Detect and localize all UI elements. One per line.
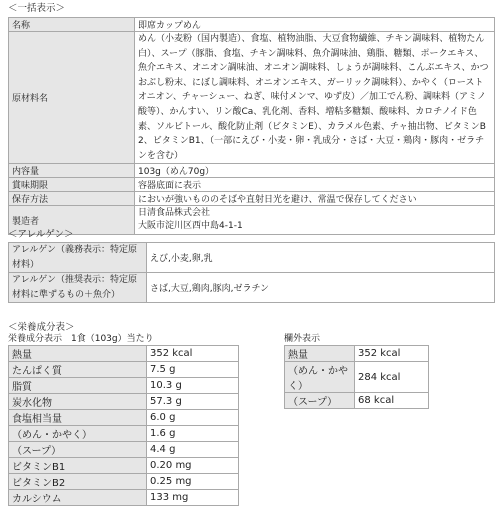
table-row xyxy=(9,273,495,303)
nutrition-label: 炭水化物 xyxy=(9,394,147,410)
table-row xyxy=(285,346,429,362)
storage-label: 保存方法 xyxy=(9,192,135,206)
nutrition-value: 352 kcal xyxy=(147,346,239,362)
allergen-recommended-value: さば,大豆,鶏肉,豚肉,ゼラチン xyxy=(147,273,495,303)
table-row xyxy=(9,490,239,506)
general-section-title: ＜一括表示＞ xyxy=(8,3,66,14)
manufacturer-address: 大阪市淀川区西中島4-1-1 xyxy=(138,221,243,232)
name-value: 即席カップめん xyxy=(135,18,495,32)
extra-value: 352 kcal xyxy=(355,346,429,362)
table-row xyxy=(9,164,495,178)
table-row xyxy=(9,346,239,362)
manufacturer-label: 製造者 xyxy=(9,206,135,235)
allergen-mandatory-value: えび,小麦,卵,乳 xyxy=(147,243,495,273)
nutrition-label: 熱量 xyxy=(9,346,147,362)
table-row xyxy=(9,442,239,458)
expiry-value: 容器底面に表示 xyxy=(135,178,495,192)
nutrition-label: ビタミンB1 xyxy=(9,458,147,474)
extra-value: 284 kcal xyxy=(355,362,429,393)
table-row xyxy=(9,178,495,192)
nutrition-value: 7.5 g xyxy=(147,362,239,378)
nutrition-value: 57.3 g xyxy=(147,394,239,410)
nutrition-value: 0.20 mg xyxy=(147,458,239,474)
extra-caption: 欄外表示 xyxy=(284,334,321,344)
nutrition-label: （スープ） xyxy=(9,442,147,458)
table-row xyxy=(285,362,429,393)
nutrition-table xyxy=(8,345,239,506)
extra-label: （めん・かやく） xyxy=(285,362,355,393)
allergen-table xyxy=(8,242,495,303)
ingredients-label: 原材料名 xyxy=(9,32,135,164)
table-row xyxy=(9,378,239,394)
manufacturer-name: 日清食品株式会社 xyxy=(138,208,211,219)
table-row xyxy=(9,362,239,378)
extra-value: 68 kcal xyxy=(355,393,429,409)
nutrition-label: 脂質 xyxy=(9,378,147,394)
nutrition-label: （めん・かやく） xyxy=(9,426,147,442)
table-row xyxy=(9,474,239,490)
table-row xyxy=(9,32,495,164)
nutrition-label: たんぱく質 xyxy=(9,362,147,378)
name-label: 名称 xyxy=(9,18,135,32)
nutrition-label: ビタミンB2 xyxy=(9,474,147,490)
ingredients-value: めん（小麦粉（国内製造）、食塩、植物油脂、大豆食物繊維、チキン調味料、植物たん白）、スープ（豚脂、食塩、チキン調味料、魚介調味油、鶏脂、糖類、ポークエキス、魚介エキス、オニオン調味油、オニオン調味料、しょうが調味料、こんぶエキス、かつおぶし粉末、にぼし調味料、オニオンエキス、ガーリック調味料）、かやく（ローストオニオン、チャーシュー、ねぎ、味付メンマ、ゆず皮）／加工でん粉、調味料（アミノ酸等）、かんすい、リン酸Ca、乳化剤、香料、増粘多糖類、酸味料、カロチノイド色素、ソルビトール、酸化防止剤（ビタミンE）、カラメル色素、チャ抽出物、ビタミンB2、ビタミンB1、（一部にえび・小麦・卵・乳成分・さば・大豆・鶏肉・豚肉・ゼラチンを含む） xyxy=(135,32,495,164)
manufacturer-value xyxy=(135,206,495,235)
table-row xyxy=(9,192,495,206)
nutrition-section-title: ＜栄養成分表＞ xyxy=(8,322,75,333)
nutrition-label: カルシウム xyxy=(9,490,147,506)
extra-label: （スープ） xyxy=(285,393,355,409)
nutrition-caption: 栄養成分表示 1食（103g）当たり xyxy=(8,334,154,344)
nutrition-label: 食塩相当量 xyxy=(9,410,147,426)
table-row xyxy=(9,426,239,442)
nutrition-value: 133 mg xyxy=(147,490,239,506)
allergen-recommended-label: アレルゲン（推奨表示：特定原材料に準ずるもの＋魚介） xyxy=(9,273,147,303)
table-row xyxy=(285,393,429,409)
nutrition-value: 10.3 g xyxy=(147,378,239,394)
table-row xyxy=(9,243,495,273)
nutrition-value: 4.4 g xyxy=(147,442,239,458)
extra-table xyxy=(284,345,429,409)
table-row xyxy=(9,394,239,410)
content-value: 103g（めん70g） xyxy=(135,164,495,178)
nutrition-value: 1.6 g xyxy=(147,426,239,442)
allergen-mandatory-label: アレルゲン（義務表示：特定原材料） xyxy=(9,243,147,273)
nutrition-value: 6.0 g xyxy=(147,410,239,426)
content-label: 内容量 xyxy=(9,164,135,178)
allergen-section-title: ＜アレルゲン＞ xyxy=(8,229,74,240)
extra-label: 熱量 xyxy=(285,346,355,362)
table-row xyxy=(9,18,495,32)
general-info-table xyxy=(8,17,495,235)
table-row xyxy=(9,410,239,426)
nutrition-value: 0.25 mg xyxy=(147,474,239,490)
storage-value: においが強いもののそばや直射日光を避け、常温で保存してください xyxy=(135,192,495,206)
table-row xyxy=(9,206,495,235)
table-row xyxy=(9,458,239,474)
expiry-label: 賞味期限 xyxy=(9,178,135,192)
